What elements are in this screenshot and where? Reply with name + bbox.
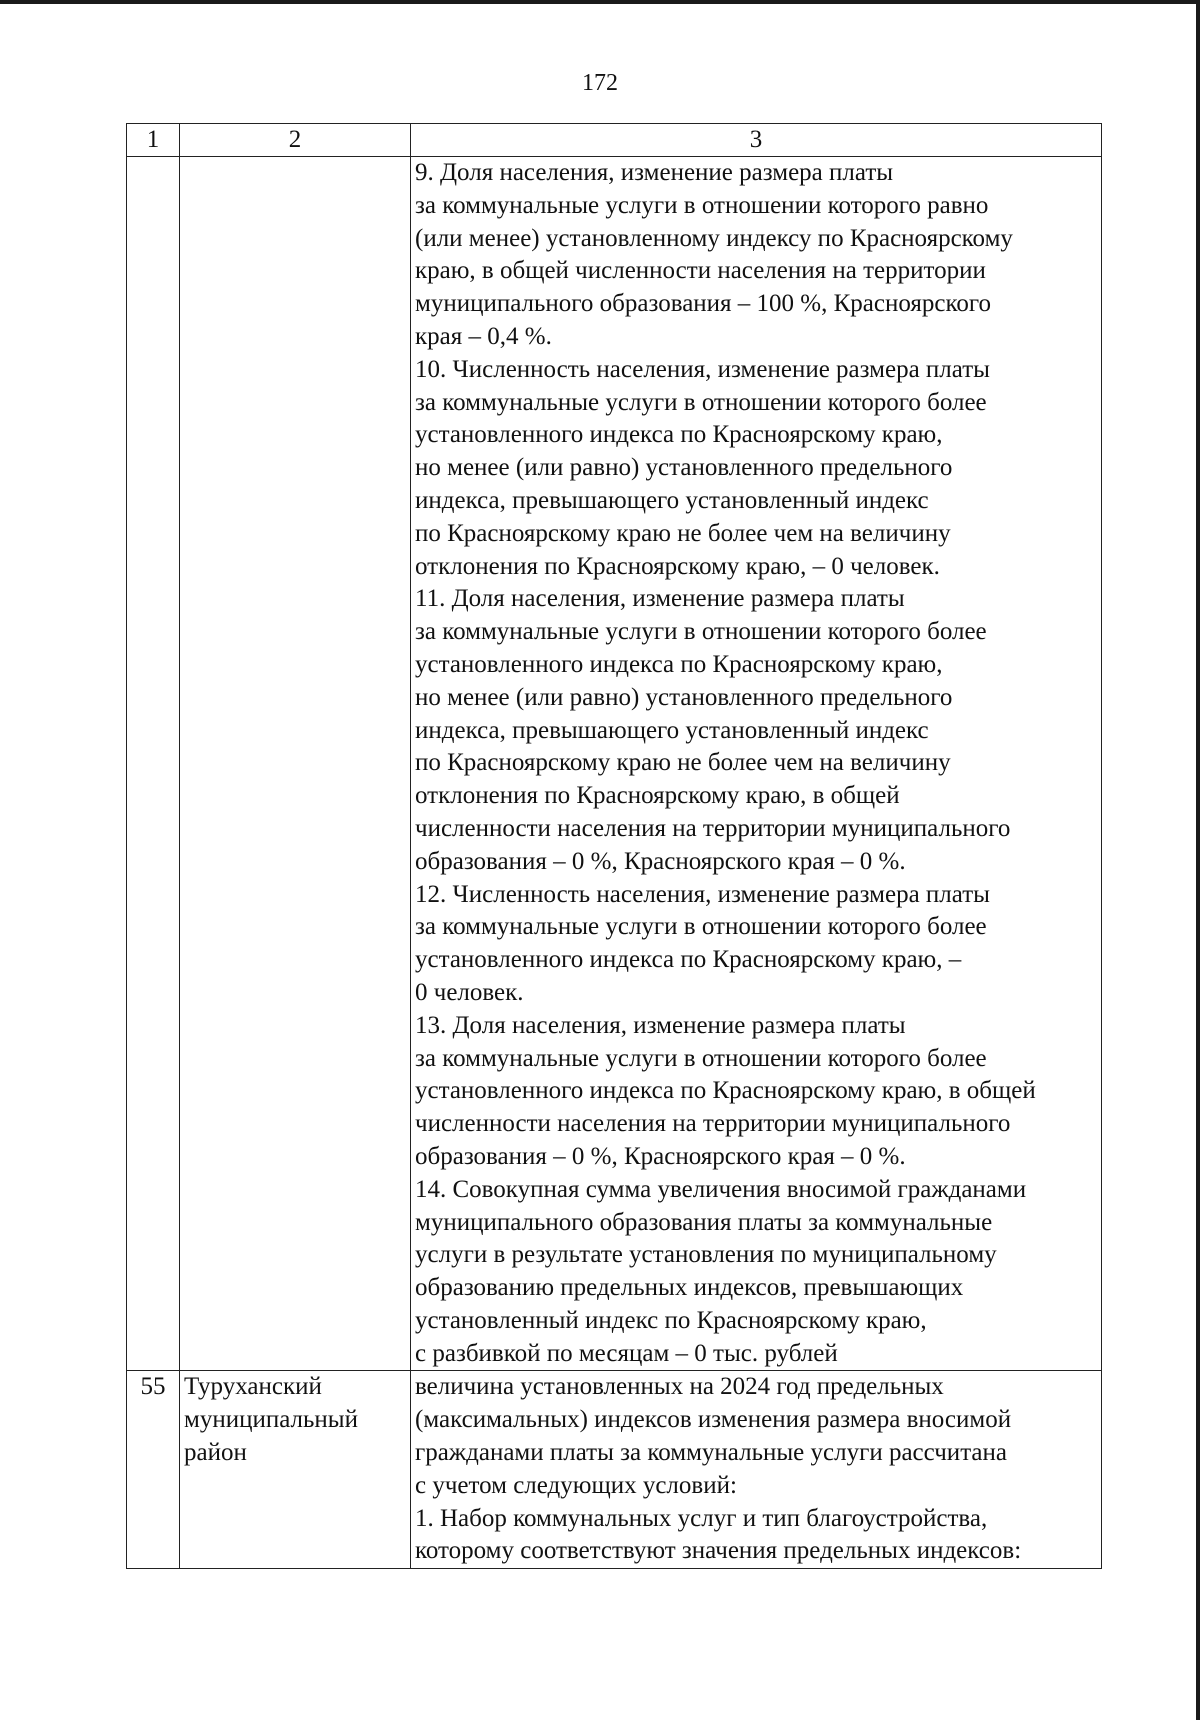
- indicator-text-line: установленного индекса по Красноярскому краю, в общей: [415, 1077, 1036, 1105]
- header-col-1: 1: [127, 124, 180, 157]
- indicator-text-line: но менее (или равно) установленного предельного: [415, 683, 953, 711]
- indicator-text-line: индекса, превышающего установленный индекс: [415, 486, 929, 514]
- table-header-row: [127, 124, 1102, 157]
- municipality-name-line: муниципальный: [184, 1406, 358, 1434]
- indicator-text: [411, 1371, 1102, 1569]
- indicator-text-line: 14. Совокупная сумма увеличения вносимой гражданами: [415, 1175, 1027, 1203]
- indicator-text-line: численности населения на территории муниципального: [415, 814, 1011, 842]
- indicator-text-line: установленный индекс по Красноярскому краю,: [415, 1306, 927, 1334]
- indicator-text-line: величина установленных на 2024 год предельных: [415, 1373, 944, 1401]
- page-number: 172: [582, 70, 618, 96]
- header-col-2: 2: [180, 124, 411, 157]
- indicator-text-line: отклонения по Красноярскому краю, – 0 человек.: [415, 552, 940, 580]
- indicator-text-line: но менее (или равно) установленного предельного: [415, 454, 953, 482]
- indicator-text-line: 13. Доля населения, изменение размера платы: [415, 1011, 906, 1039]
- municipality-name-line: район: [184, 1439, 247, 1467]
- indicator-text-line: за коммунальные услуги в отношении которого более: [415, 618, 987, 646]
- row-number: [127, 157, 180, 1371]
- municipality-name: [180, 157, 411, 1371]
- indicator-text-line: за коммунальные услуги в отношении которого более: [415, 913, 987, 941]
- indicator-text-line: края – 0,4 %.: [415, 322, 552, 350]
- indicator-text-line: гражданами платы за коммунальные услуги рассчитана: [415, 1439, 1007, 1467]
- indicator-text-line: образованию предельных индексов, превышающих: [415, 1274, 964, 1302]
- indicator-text-line: образования – 0 %, Красноярского края – 0 %.: [415, 847, 906, 875]
- scan-edge-top: [0, 0, 1200, 4]
- indicator-text-line: которому соответствуют значения предельных индексов:: [415, 1537, 1022, 1565]
- indicator-text-line: муниципального образования платы за коммунальные: [415, 1208, 993, 1236]
- indicator-text: [411, 157, 1102, 1371]
- indicator-text-line: (максимальных) индексов изменения размера вносимой: [415, 1406, 1012, 1434]
- indicator-text-line: краю, в общей численности населения на территории: [415, 257, 986, 285]
- table-row: [127, 1371, 1102, 1569]
- indicator-text-line: установленного индекса по Красноярскому краю,: [415, 421, 943, 449]
- indicator-text-line: (или менее) установленному индексу по Красноярскому: [415, 224, 1013, 252]
- header-col-3: 3: [411, 124, 1102, 157]
- indicator-text-line: с учетом следующих условий:: [415, 1471, 737, 1499]
- indicator-text-line: услуги в результате установления по муниципальному: [415, 1241, 997, 1269]
- scan-edge-right: [1196, 0, 1200, 1720]
- indicator-text-line: 9. Доля населения, изменение размера платы: [415, 159, 894, 186]
- indicator-text-line: за коммунальные услуги в отношении которого более: [415, 388, 987, 416]
- row-number: 55: [127, 1371, 180, 1569]
- municipality-name-line: Туруханский: [184, 1373, 322, 1401]
- municipality-name: [180, 1371, 411, 1569]
- indicator-text-line: муниципального образования – 100 %, Красноярского: [415, 290, 991, 318]
- table-row: [127, 157, 1102, 1371]
- indicator-text-line: установленного индекса по Красноярскому краю, –: [415, 946, 962, 974]
- indicator-text-line: 0 человек.: [415, 978, 524, 1006]
- indicator-text-line: за коммунальные услуги в отношении которого равно: [415, 191, 989, 219]
- indicator-text-line: образования – 0 %, Красноярского края – 0 %.: [415, 1142, 906, 1170]
- indicator-text-line: установленного индекса по Красноярскому краю,: [415, 650, 943, 678]
- indicator-text-line: по Красноярскому краю не более чем на величину: [415, 749, 951, 777]
- indicator-text-line: по Красноярскому краю не более чем на величину: [415, 519, 951, 547]
- indicator-text-line: за коммунальные услуги в отношении которого более: [415, 1044, 987, 1072]
- indicator-text-line: 1. Набор коммунальных услуг и тип благоустройства,: [415, 1504, 988, 1532]
- indicator-text-line: с разбивкой по месяцам – 0 тыс. рублей: [415, 1339, 838, 1367]
- document-table: [126, 123, 1102, 1569]
- indicator-text-line: 11. Доля населения, изменение размера платы: [415, 585, 905, 613]
- indicator-text-line: индекса, превышающего установленный индекс: [415, 716, 929, 744]
- indicator-text-line: численности населения на территории муниципального: [415, 1110, 1011, 1138]
- indicator-text-line: 10. Численность населения, изменение размера платы: [415, 355, 990, 383]
- indicator-text-line: 12. Численность населения, изменение размера платы: [415, 880, 990, 908]
- indicator-text-line: отклонения по Красноярскому краю, в общей: [415, 782, 900, 810]
